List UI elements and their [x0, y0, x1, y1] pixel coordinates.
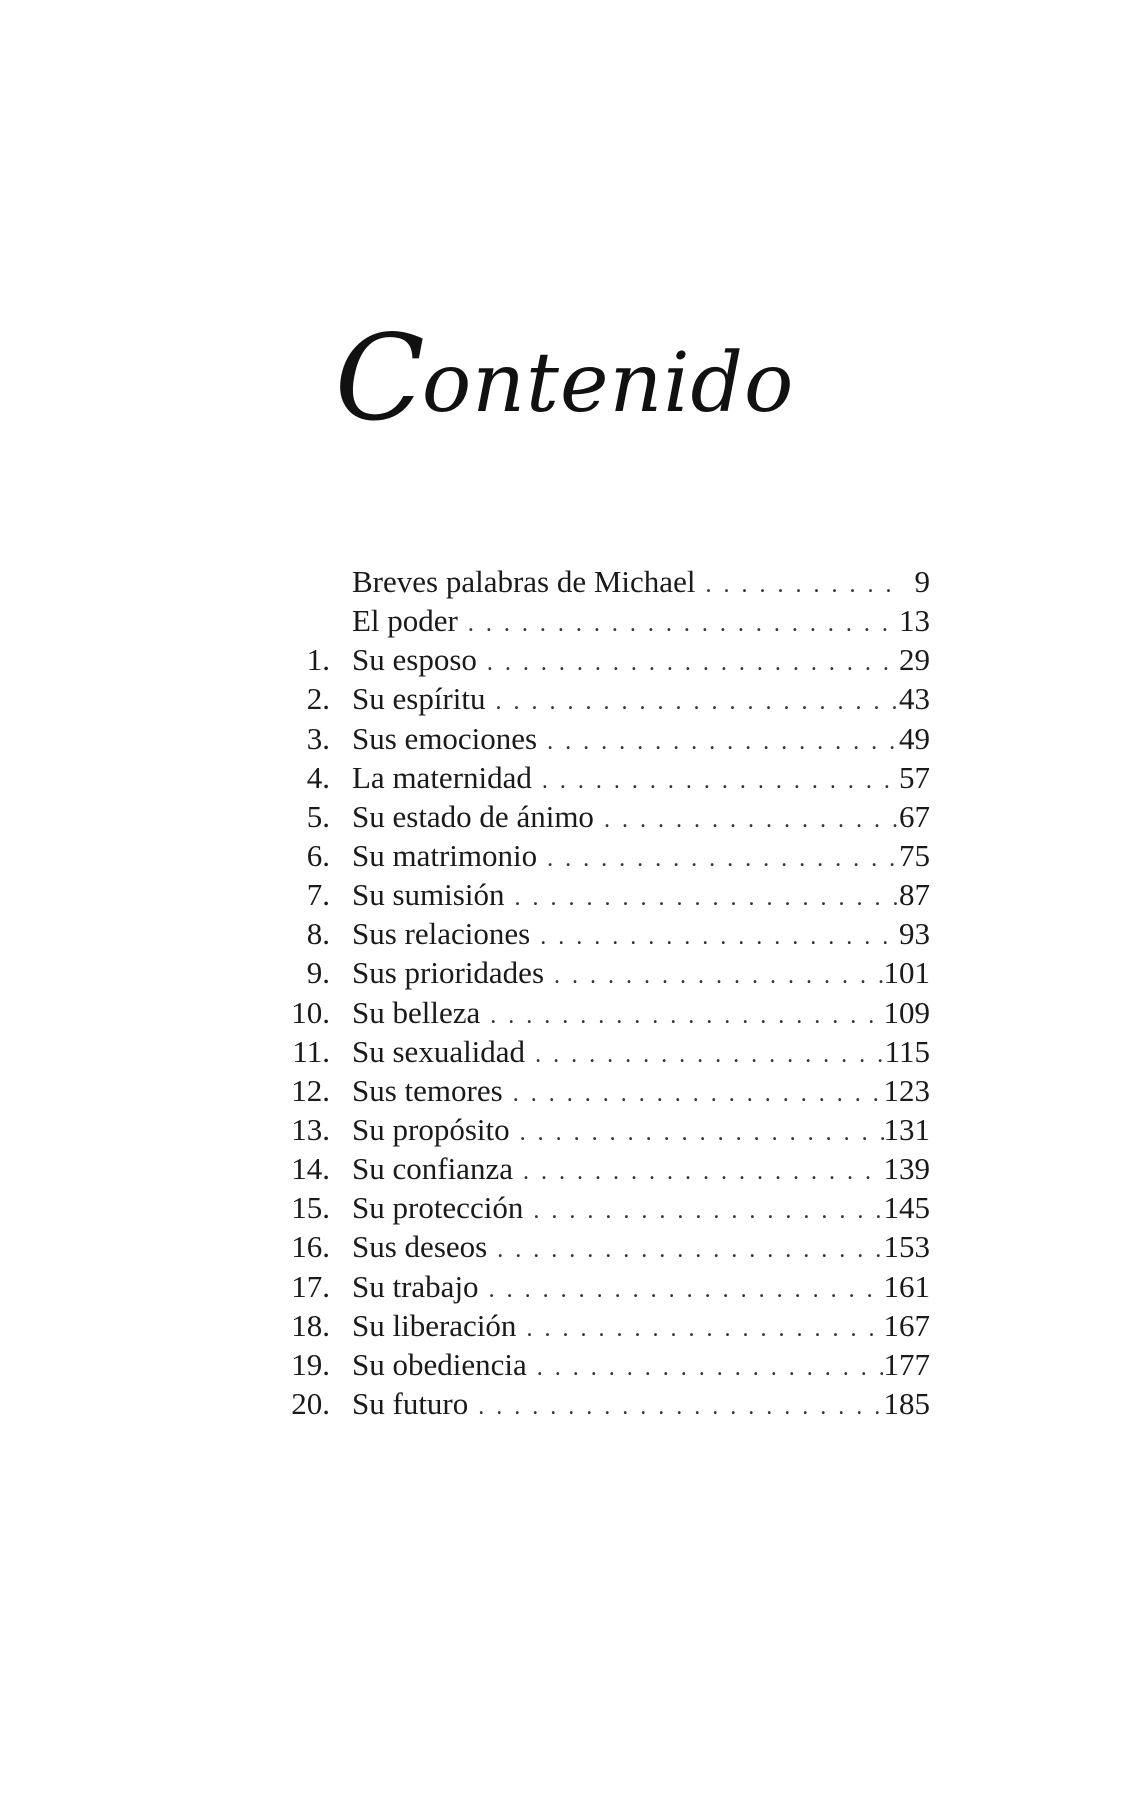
- toc-entry-number: 1.: [306, 642, 330, 678]
- toc-entry: [262, 679, 930, 718]
- toc-leader-dots: [468, 1388, 883, 1427]
- toc-entry-number: 14.: [291, 1151, 330, 1187]
- toc-entry-number: 18.: [291, 1307, 330, 1343]
- toc-entry-title: La maternidad: [352, 759, 532, 795]
- toc-entry-title: Su propósito: [352, 1111, 510, 1147]
- toc-entry-number: 3.: [306, 720, 330, 756]
- toc-leader-dots: [527, 1349, 884, 1388]
- toc-entry-number: 6.: [306, 837, 330, 873]
- toc-entry-page-number: 49: [899, 720, 930, 756]
- toc-entry: [262, 1188, 930, 1227]
- title-rest: ontenido: [421, 336, 795, 431]
- toc-entry-number: 15.: [291, 1190, 330, 1226]
- toc-entry-page-number: 145: [883, 1190, 930, 1226]
- toc-entry-title: Sus relaciones: [352, 916, 531, 952]
- toc-entry-title: El poder: [352, 603, 458, 639]
- toc-entry: [262, 758, 930, 797]
- title-initial: C: [334, 309, 426, 447]
- toc-entry: [262, 1032, 930, 1071]
- toc-leader-dots: [480, 997, 883, 1036]
- toc-entry-title: Su liberación: [352, 1307, 517, 1343]
- toc-entry-title: Su sumisión: [352, 877, 505, 913]
- toc-leader-dots: [525, 1036, 885, 1075]
- toc-leader-dots: [510, 1114, 884, 1153]
- toc-entry-page-number: 93: [899, 916, 930, 952]
- toc-entry-number: 8.: [306, 916, 330, 952]
- toc-entry-page-number: 43: [899, 681, 930, 717]
- toc-entry-page-number: 153: [883, 1229, 930, 1265]
- toc-entry: [262, 1345, 930, 1384]
- toc-entry-number: 13.: [291, 1111, 330, 1147]
- toc-entry-page-number: 9: [914, 564, 930, 599]
- toc-entry: [262, 953, 930, 992]
- toc-leader-dots: [695, 566, 900, 605]
- toc-leader-dots: [537, 723, 899, 762]
- toc-entry-page-number: 161: [883, 1268, 930, 1304]
- toc-leader-dots: [487, 1231, 883, 1270]
- toc-entry-title: Su futuro: [352, 1385, 469, 1421]
- toc-entry-page-number: 57: [899, 759, 930, 795]
- toc-entry-page-number: 67: [899, 798, 930, 834]
- toc-entry: [262, 1227, 930, 1266]
- toc-leader-dots: [594, 801, 899, 840]
- toc-entry-title: Sus emociones: [352, 720, 538, 756]
- toc-leader-dots: [523, 1192, 883, 1231]
- toc-entry: [262, 1110, 930, 1149]
- table-of-contents: [262, 562, 930, 1423]
- toc-leader-dots: [513, 1153, 884, 1192]
- toc-leader-dots: [530, 918, 899, 957]
- toc-entry-number: 19.: [291, 1346, 330, 1382]
- toc-entry-title: Su protección: [352, 1190, 524, 1226]
- toc-leader-dots: [516, 1310, 883, 1349]
- toc-leader-dots: [544, 957, 883, 996]
- toc-entry-number: 10.: [291, 994, 330, 1030]
- toc-leader-dots: [479, 1271, 884, 1310]
- toc-entry: [262, 1267, 930, 1306]
- toc-entry-number: 17.: [291, 1268, 330, 1304]
- toc-entry: [262, 797, 930, 836]
- toc-entry-number: 7.: [306, 877, 330, 913]
- toc-entry: [262, 836, 930, 875]
- toc-entry-number: 4.: [306, 759, 330, 795]
- toc-entry-page-number: 139: [883, 1151, 930, 1187]
- toc-entry-title: Su esposo: [352, 642, 477, 678]
- toc-entry-number: 20.: [291, 1385, 330, 1421]
- toc-entry-title: Su matrimonio: [352, 837, 538, 873]
- toc-entry-title: Su espíritu: [352, 681, 486, 717]
- toc-leader-dots: [477, 644, 899, 683]
- toc-entry: [262, 719, 930, 758]
- toc-entry: [262, 914, 930, 953]
- toc-entry-page-number: 109: [883, 994, 930, 1030]
- toc-entry: [262, 601, 930, 640]
- toc-entry-page-number: 115: [884, 1033, 930, 1069]
- toc-leader-dots: [532, 762, 899, 801]
- toc-entry-page-number: 101: [883, 955, 930, 991]
- toc-entry-page-number: 87: [899, 877, 930, 913]
- page-title: [0, 300, 1129, 447]
- toc-entry-page-number: 75: [899, 837, 930, 873]
- toc-entry-title: Sus temores: [352, 1072, 503, 1108]
- toc-entry-title: Su belleza: [352, 994, 481, 1030]
- toc-entry-title: Sus prioridades: [352, 955, 545, 991]
- toc-entry-page-number: 131: [883, 1111, 930, 1147]
- toc-entry-title: Breves palabras de Michael: [352, 564, 696, 599]
- toc-entry: [262, 1306, 930, 1345]
- toc-entry-number: 2.: [306, 681, 330, 717]
- toc-entry: [262, 875, 930, 914]
- toc-entry: [262, 562, 930, 601]
- toc-entry: [262, 1384, 930, 1423]
- toc-entry-title: Su trabajo: [352, 1268, 479, 1304]
- toc-entry: [262, 993, 930, 1032]
- toc-entry-number: 16.: [291, 1229, 330, 1265]
- toc-leader-dots: [503, 1075, 884, 1114]
- toc-entry-page-number: 167: [883, 1307, 930, 1343]
- toc-entry-number: 9.: [306, 955, 330, 991]
- toc-entry-number: 11.: [292, 1033, 330, 1069]
- toc-entry-number: 5.: [306, 798, 330, 834]
- toc-entry-title: Su confianza: [352, 1151, 513, 1187]
- toc-leader-dots: [537, 840, 899, 879]
- toc-leader-dots: [485, 683, 899, 722]
- toc-leader-dots: [504, 879, 899, 918]
- toc-entry-title: Su sexualidad: [352, 1033, 526, 1069]
- toc-entry-title: Sus deseos: [352, 1229, 488, 1265]
- toc-entry: [262, 1071, 930, 1110]
- toc-entry-number: 12.: [291, 1072, 330, 1108]
- toc-entry-page-number: 29: [899, 642, 930, 678]
- toc-entry-page-number: 177: [883, 1346, 930, 1382]
- toc-entry-page-number: 13: [899, 603, 930, 639]
- toc-entry: [262, 640, 930, 679]
- toc-entry-title: Su obediencia: [352, 1346, 527, 1382]
- toc-entry-page-number: 185: [883, 1385, 930, 1421]
- toc-entry: [262, 1149, 930, 1188]
- toc-leader-dots: [458, 605, 899, 644]
- toc-entry-title: Su estado de ánimo: [352, 798, 594, 834]
- toc-entry-page-number: 123: [883, 1072, 930, 1108]
